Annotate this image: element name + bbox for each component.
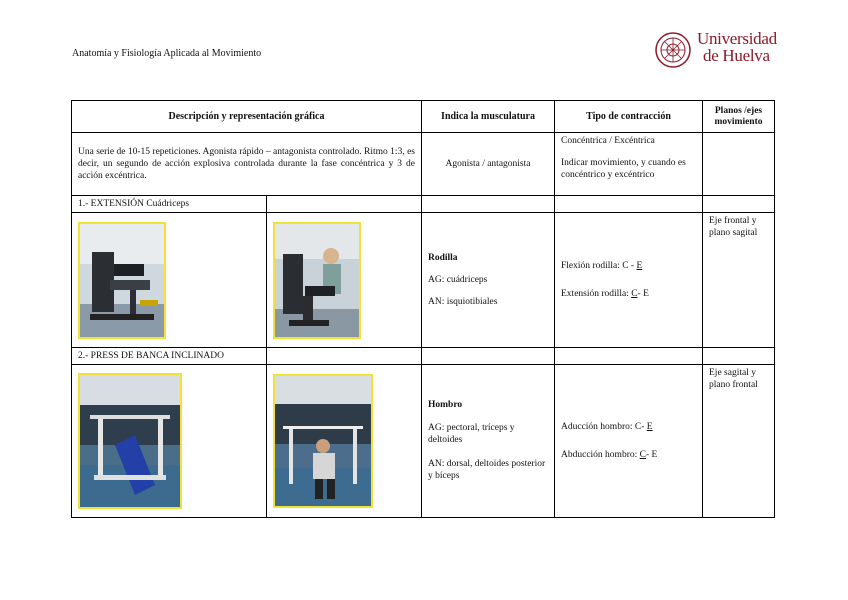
- university-logo: [655, 30, 780, 70]
- antagonist-text: AN: isquiotibiales: [428, 297, 498, 307]
- contraction-cell: [555, 213, 703, 348]
- university-seal-icon: [655, 32, 691, 68]
- exercise-table: [71, 100, 775, 518]
- contraction-line-2: Extensión rodilla: C- E: [561, 289, 649, 299]
- intro-contraction-instructions: Indicar movimiento, y cuando es concéntrico y excéntrico: [561, 158, 686, 180]
- planes-cell: Eje sagital y plano frontal: [703, 365, 775, 518]
- eccentric-underlined: E: [646, 422, 653, 432]
- contraction-line-1: Aducción hombro: C- E: [561, 422, 653, 432]
- agonist-text: AG: pectoral, tríceps y deltoides: [428, 423, 515, 445]
- contraction-cell: [555, 365, 703, 518]
- intro-musculature: Agonista / antagonista: [422, 133, 555, 196]
- incline-bench-person-photo: [273, 374, 373, 508]
- exercise-title-row: [72, 196, 775, 213]
- exercise-photo-cell: [72, 213, 267, 348]
- musculature-cell: [422, 213, 555, 348]
- contraction-line-2: Abducción hombro: C- E: [561, 450, 658, 460]
- concentric-underlined: C: [639, 450, 646, 460]
- exercise-title: 1.- EXTENSIÓN Cuádriceps: [72, 196, 267, 213]
- musculature-cell: [422, 365, 555, 518]
- intro-contraction-type: Concéntrica / Excéntrica: [561, 136, 655, 146]
- header-musculature: Indica la musculatura: [422, 101, 555, 133]
- leg-extension-person-photo: [273, 222, 361, 339]
- incline-bench-photo: [78, 373, 182, 509]
- leg-extension-machine-image: [80, 224, 164, 337]
- agonist-text: AG: cuádriceps: [428, 275, 488, 285]
- intro-planes: [703, 133, 775, 196]
- concentric-underlined: C: [631, 289, 638, 299]
- planes-cell: Eje frontal y plano sagital: [703, 213, 775, 348]
- eccentric-underlined: E: [636, 261, 643, 271]
- joint-label: Hombro: [428, 400, 463, 410]
- logo-text-line1: Universidad: [697, 29, 777, 48]
- exercise-photo-cell: [267, 365, 422, 518]
- leg-extension-person-image: [275, 224, 359, 337]
- header-contraction: Tipo de contracción: [555, 101, 703, 133]
- document-header-title: Anatomía y Fisiología Aplicada al Movimiento: [72, 48, 262, 59]
- header-description: Descripción y representación gráfica: [72, 101, 422, 133]
- exercise-row: [72, 213, 775, 348]
- intro-contraction: [555, 133, 703, 196]
- exercise-title: 2.- PRESS DE BANCA INCLINADO: [72, 348, 267, 365]
- exercise-photo-cell: [267, 213, 422, 348]
- exercise-photo-cell: [72, 365, 267, 518]
- intro-row: [72, 133, 775, 196]
- incline-bench-person-image: [275, 376, 371, 506]
- contraction-line-1: Flexión rodilla: C - E: [561, 261, 643, 271]
- table-header-row: [72, 101, 775, 133]
- intro-description: Una serie de 10-15 repeticiones. Agonista rápido – antagonista controlado. Ritmo 1:3, es decir, un segundo de acción explosiva controlada durante la fase concéntrica y 3 de acción excéntrica.: [72, 133, 422, 196]
- leg-extension-machine-photo: [78, 222, 166, 339]
- antagonist-text: AN: dorsal, deltoides posterior y bíceps: [428, 459, 546, 481]
- logo-text-line2: de Huelva: [703, 46, 770, 65]
- joint-label: Rodilla: [428, 253, 458, 263]
- header-planes: Planos /ejes movimiento: [703, 101, 775, 133]
- incline-bench-image: [80, 375, 180, 507]
- exercise-row: [72, 365, 775, 518]
- exercise-title-row: [72, 348, 775, 365]
